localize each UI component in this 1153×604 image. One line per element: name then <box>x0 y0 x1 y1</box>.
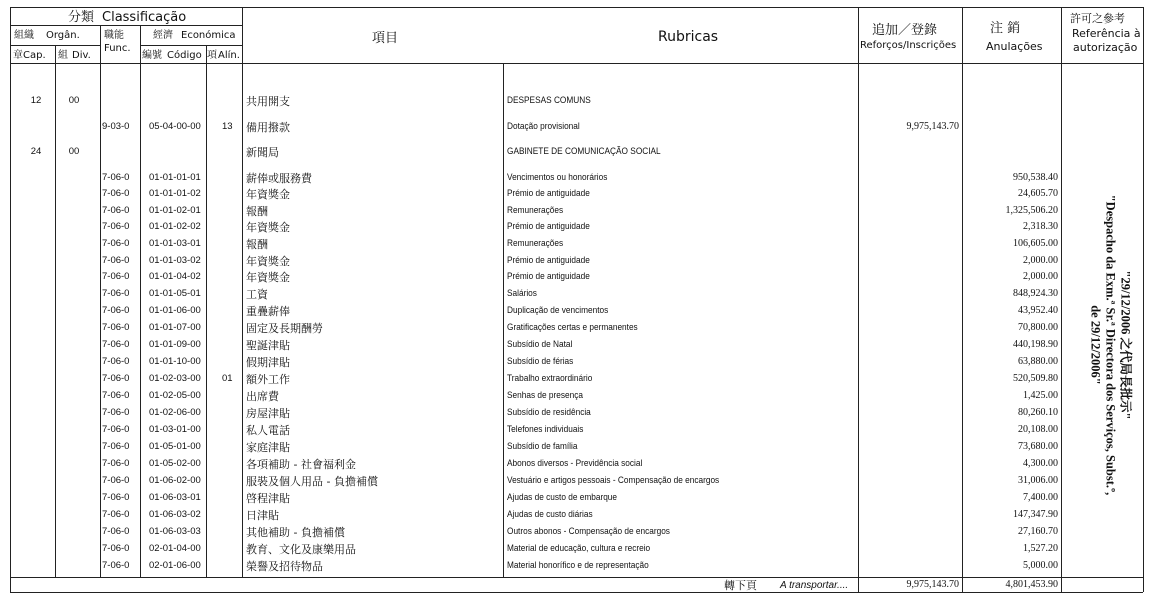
cell-rubrica: Gratificações certas e permanentes <box>507 322 638 332</box>
cell-item-zh: 私人電話 <box>246 424 290 437</box>
col-line-reforco <box>962 7 963 592</box>
header-referencia-pt1: Referência à <box>1072 27 1141 40</box>
cell-item-zh: 日津貼 <box>246 509 279 522</box>
cell-funcional: 7-06-0 <box>102 424 130 435</box>
cell-rubrica: Prémio de antiguidade <box>507 188 590 198</box>
cell-codigo: 01-02-03-00 <box>149 373 201 384</box>
cell-codigo: 01-01-05-01 <box>149 288 201 299</box>
cell-item-zh: 年資獎金 <box>246 221 290 234</box>
cell-codigo: 01-01-06-00 <box>149 305 201 316</box>
cell-rubrica: Subsídio de Natal <box>507 339 573 349</box>
cell-funcional: 7-06-0 <box>102 339 130 350</box>
header-capitulo: 章Cap. <box>13 50 46 61</box>
cell-rubrica: Prémio de antiguidade <box>507 221 590 231</box>
cell-codigo: 01-01-10-00 <box>149 356 201 367</box>
header-economica-zh: 經濟 <box>153 30 173 41</box>
cell-rubrica: Trabalho extraordinário <box>507 373 593 383</box>
cell-rubrica: Prémio de antiguidade <box>507 271 590 281</box>
header-rule-2b <box>140 45 242 46</box>
cell-anulacao: 73,680.00 <box>1018 441 1058 452</box>
cell-codigo: 01-01-09-00 <box>149 339 201 350</box>
header-classificacao-pt: Classificação <box>102 10 187 25</box>
cell-item-zh: 固定及長期酬勞 <box>246 322 323 335</box>
cell-funcional: 7-06-0 <box>102 475 130 486</box>
cell-rubrica: DESPESAS COMUNS <box>507 95 591 105</box>
cell-rubrica: Duplicação de vencimentos <box>507 305 609 315</box>
cell-rubrica: Vestuário e artigos pessoais - Compensação de encargos <box>507 475 720 485</box>
body-bottom-border <box>10 577 1143 578</box>
footer-transport-zh: 轉下頁 <box>724 579 757 592</box>
cell-item-zh: 教育、文化及康樂用品 <box>246 543 356 556</box>
footer-transport-pt: A transportar.... <box>780 580 849 591</box>
footer-total-anulacoes: 4,801,453.90 <box>1005 579 1058 590</box>
col-line-pt <box>858 7 859 592</box>
authorization-line-1: "29/12/2006 之代局長批示" <box>1118 270 1133 420</box>
cell-codigo: 01-05-01-00 <box>149 441 201 452</box>
cell-rubrica: Salários <box>507 288 537 298</box>
cell-rubrica: Ajudas de custo diárias <box>507 509 593 519</box>
cell-item-zh: 薪俸或服務費 <box>246 172 312 185</box>
cell-funcional: 7-06-0 <box>102 509 130 520</box>
cell-anulacao: 2,000.00 <box>1023 271 1058 282</box>
cell-rubrica: Outros abonos - Compensação de encargos <box>507 526 670 536</box>
cell-rubrica: Material de educação, cultura e recreio <box>507 543 651 553</box>
header-organica-pt: Orgân. <box>46 30 80 41</box>
header-organica-zh: 組織 <box>14 30 34 41</box>
authorization-reference <box>1070 150 1150 540</box>
footer-total-reforcos: 9,975,143.70 <box>906 579 959 590</box>
cell-item-zh: 房屋津貼 <box>246 407 290 420</box>
cell-rubrica: Telefones individuais <box>507 424 584 434</box>
header-divisao-zh: 組 <box>58 50 68 61</box>
cell-capitulo: 24 <box>30 146 42 157</box>
header-funcional-pt: Func. <box>104 43 131 54</box>
cell-codigo: 01-02-05-00 <box>149 390 201 401</box>
cell-codigo: 01-05-02-00 <box>149 458 201 469</box>
cell-funcional: 7-06-0 <box>102 221 130 232</box>
header-reforcos-zh: 追加／登錄 <box>872 23 938 38</box>
cell-codigo: 01-02-06-00 <box>149 407 201 418</box>
col-line-zh <box>503 63 504 577</box>
cell-anulacao: 70,800.00 <box>1018 322 1058 333</box>
cell-codigo: 01-01-04-02 <box>149 271 201 282</box>
cell-item-zh: 年資獎金 <box>246 255 290 268</box>
header-rubricas: Rubricas <box>658 29 719 45</box>
cell-codigo: 01-01-02-01 <box>149 205 201 216</box>
cell-item-zh: 年資獎金 <box>246 271 290 284</box>
header-referencia-pt2: autorização <box>1073 41 1138 54</box>
cell-rubrica: Vencimentos ou honorários <box>507 172 608 182</box>
cell-codigo: 01-01-01-02 <box>149 188 201 199</box>
cell-funcional: 7-06-0 <box>102 407 130 418</box>
header-anulacoes-zh: 注 銷 <box>990 21 1021 36</box>
cell-codigo: 05-04-00-00 <box>149 121 201 132</box>
cell-reforco: 9,975,143.70 <box>906 121 959 132</box>
cell-anulacao: 80,260.10 <box>1018 407 1058 418</box>
cell-codigo: 01-06-03-03 <box>149 526 201 537</box>
cell-anulacao: 5,000.00 <box>1023 560 1058 571</box>
cell-anulacao: 27,160.70 <box>1018 526 1058 537</box>
cell-item-zh: 啓程津貼 <box>246 492 290 505</box>
cell-codigo: 01-03-01-00 <box>149 424 201 435</box>
cell-anulacao: 440,198.90 <box>1013 339 1058 350</box>
cell-codigo: 01-01-03-01 <box>149 238 201 249</box>
cell-anulacao: 1,425.00 <box>1023 390 1058 401</box>
authorization-line-3: de 29/12/2006" <box>1088 305 1103 385</box>
cell-codigo: 01-01-02-02 <box>149 221 201 232</box>
header-divisao-pt: Div. <box>72 50 91 61</box>
cell-item-zh: 共用開支 <box>246 95 290 108</box>
cell-item-zh: 額外工作 <box>246 373 290 386</box>
cell-anulacao: 7,400.00 <box>1023 492 1058 503</box>
cell-anulacao: 24,605.70 <box>1018 188 1058 199</box>
cell-anulacao: 848,924.30 <box>1013 288 1058 299</box>
header-classificacao-zh: 分類 <box>68 10 95 25</box>
header-items-zh: 項目 <box>372 31 399 46</box>
top-border <box>10 7 1143 8</box>
header-referencia-zh: 許可之參考 <box>1070 12 1125 25</box>
header-rule-1 <box>10 25 242 26</box>
col-line-code <box>206 45 207 577</box>
cell-funcional: 7-06-0 <box>102 356 130 367</box>
cell-funcional: 7-06-0 <box>102 238 130 249</box>
cell-divisao: 00 <box>68 146 80 157</box>
header-reforcos-pt: Reforços/Inscrições <box>860 40 957 51</box>
cell-funcional: 7-06-0 <box>102 441 130 452</box>
cell-funcional: 7-06-0 <box>102 255 130 266</box>
cell-anulacao: 43,952.40 <box>1018 305 1058 316</box>
cell-divisao: 00 <box>68 95 80 106</box>
cell-codigo: 02-01-06-00 <box>149 560 201 571</box>
cell-item-zh: 備用撥款 <box>246 121 290 134</box>
cell-anulacao: 1,527.20 <box>1023 543 1058 554</box>
col-line-anulacao <box>1061 7 1062 592</box>
cell-funcional: 7-06-0 <box>102 271 130 282</box>
header-economica-pt: Económica <box>181 30 236 41</box>
cell-codigo: 02-01-04-00 <box>149 543 201 554</box>
cell-codigo: 01-06-03-02 <box>149 509 201 520</box>
header-codigo-pt: Código <box>167 50 202 61</box>
header-codigo-zh: 編號 <box>142 50 162 61</box>
cell-funcional: 7-06-0 <box>102 373 130 384</box>
cell-funcional: 7-06-0 <box>102 526 130 537</box>
cell-anulacao: 31,006.00 <box>1018 475 1058 486</box>
cell-item-zh: 年資獎金 <box>246 188 290 201</box>
cell-anulacao: 520,509.80 <box>1013 373 1058 384</box>
header-anulacoes-pt: Anulações <box>986 40 1043 53</box>
cell-item-zh: 家庭津貼 <box>246 441 290 454</box>
col-line-func <box>140 25 141 577</box>
cell-item-zh: 其他補助 - 負擔補償 <box>246 526 345 539</box>
cell-capitulo: 12 <box>30 95 42 106</box>
authorization-line-2: "Despacho da Exm.ª Sr.ª Directora dos Serviços, Subst.º, <box>1103 194 1118 496</box>
cell-funcional: 7-06-0 <box>102 322 130 333</box>
cell-rubrica: Subsídio de família <box>507 441 578 451</box>
cell-codigo: 01-01-01-01 <box>149 172 201 183</box>
cell-funcional: 7-06-0 <box>102 390 130 401</box>
col-line-left <box>10 7 11 592</box>
cell-item-zh: 各項補助 - 社會福利金 <box>246 458 356 471</box>
cell-anulacao: 63,880.00 <box>1018 356 1058 367</box>
cell-anulacao: 106,605.00 <box>1013 238 1058 249</box>
cell-funcional: 7-06-0 <box>102 492 130 503</box>
cell-funcional: 7-06-0 <box>102 543 130 554</box>
col-line-cap <box>55 45 56 577</box>
footer-bottom-border <box>10 592 1143 593</box>
cell-funcional: 7-06-0 <box>102 205 130 216</box>
cell-codigo: 01-01-07-00 <box>149 322 201 333</box>
header-funcional-zh: 職能 <box>104 30 124 41</box>
cell-funcional: 9-03-0 <box>102 121 130 132</box>
cell-funcional: 7-06-0 <box>102 305 130 316</box>
header-bottom-border <box>10 63 1143 64</box>
cell-rubrica: Prémio de antiguidade <box>507 255 590 265</box>
cell-rubrica: Ajudas de custo de embarque <box>507 492 618 502</box>
cell-alinea: 01 <box>222 373 233 384</box>
cell-anulacao: 2,000.00 <box>1023 255 1058 266</box>
cell-anulacao: 20,108.00 <box>1018 424 1058 435</box>
cell-item-zh: 重疊薪俸 <box>246 305 290 318</box>
cell-item-zh: 報酬 <box>246 238 268 251</box>
cell-codigo: 01-06-02-00 <box>149 475 201 486</box>
cell-funcional: 7-06-0 <box>102 188 130 199</box>
cell-alinea: 13 <box>222 121 233 132</box>
cell-rubrica: Dotação provisional <box>507 121 580 131</box>
header-alinea-zh: 項 <box>207 50 217 61</box>
cell-rubrica: GABINETE DE COMUNICAÇÃO SOCIAL <box>507 146 661 156</box>
cell-item-zh: 服裝及個人用品 - 負擔補償 <box>246 475 378 488</box>
cell-funcional: 7-06-0 <box>102 172 130 183</box>
cell-item-zh: 聖誕津貼 <box>246 339 290 352</box>
cell-rubrica: Material honorífico e de representação <box>507 560 649 570</box>
cell-rubrica: Abonos diversos - Previdência social <box>507 458 643 468</box>
cell-item-zh: 新聞局 <box>246 146 279 159</box>
cell-item-zh: 出席費 <box>246 390 279 403</box>
cell-item-zh: 工資 <box>246 288 268 301</box>
cell-anulacao: 1,325,506.20 <box>1005 205 1058 216</box>
cell-codigo: 01-01-03-02 <box>149 255 201 266</box>
cell-item-zh: 榮譽及招待物品 <box>246 560 323 573</box>
cell-funcional: 7-06-0 <box>102 560 130 571</box>
cell-anulacao: 4,300.00 <box>1023 458 1058 469</box>
cell-anulacao: 2,318.30 <box>1023 221 1058 232</box>
cell-rubrica: Subsídio de férias <box>507 356 574 366</box>
cell-item-zh: 假期津貼 <box>246 356 290 369</box>
cell-rubrica: Subsídio de residência <box>507 407 591 417</box>
cell-funcional: 7-06-0 <box>102 288 130 299</box>
cell-rubrica: Remunerações <box>507 238 564 248</box>
cell-anulacao: 950,538.40 <box>1013 172 1058 183</box>
header-alinea-pt: Alín. <box>218 50 240 61</box>
col-line-div <box>100 25 101 577</box>
cell-funcional: 7-06-0 <box>102 458 130 469</box>
cell-item-zh: 報酬 <box>246 205 268 218</box>
cell-rubrica: Senhas de presença <box>507 390 583 400</box>
cell-rubrica: Remunerações <box>507 205 564 215</box>
cell-codigo: 01-06-03-01 <box>149 492 201 503</box>
col-line-alin <box>242 7 243 577</box>
cell-anulacao: 147,347.90 <box>1013 509 1058 520</box>
